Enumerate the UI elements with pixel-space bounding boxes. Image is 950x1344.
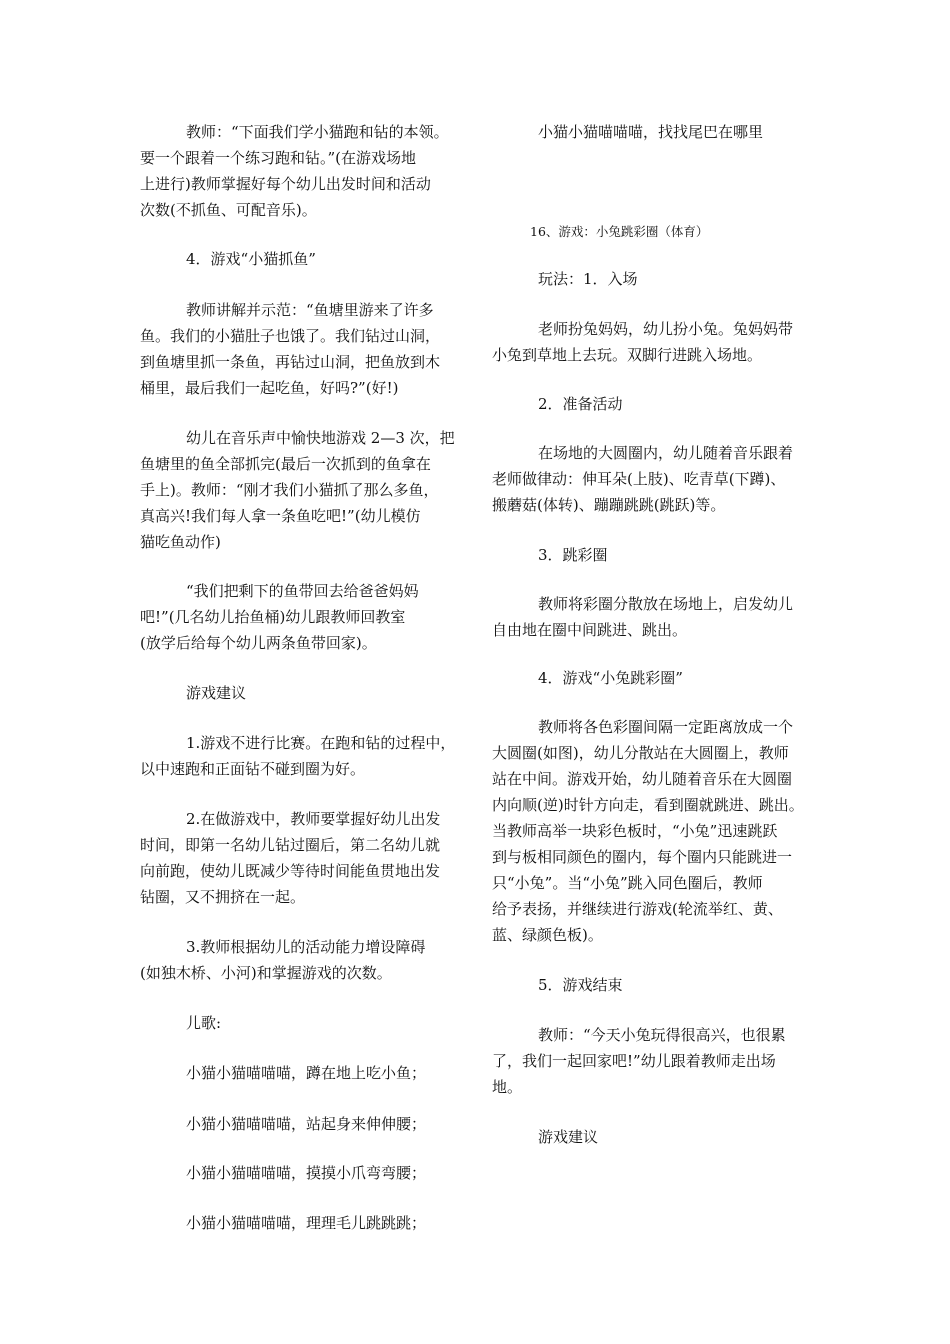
paragraph-take-fish-home: “我们把剩下的鱼带回去给爸爸妈妈 吧!”(几名幼儿抬鱼桶)幼儿跟教师回教室 (放学后给每个幼儿两条鱼带回家)。 xyxy=(140,582,419,652)
heading-jump-hoops: 3．跳彩圈 xyxy=(538,546,608,564)
paragraph-warmup: 在场地的大圆圈内，幼儿随着音乐跟着 老师做律动：伸耳朵(上肢)、吃青草(下蹲)、 搬蘑菇(体转)、蹦蹦跳跳(跳跃)等。 xyxy=(492,444,794,514)
heading-warmup: 2．准备活动 xyxy=(538,395,623,413)
rhyme-line-4: 小猫小猫喵喵喵，理理毛儿跳跳跳； xyxy=(186,1214,427,1232)
paragraph-entrance: 老师扮兔妈妈，幼儿扮小兔。兔妈妈带 小兔到草地上去玩。双脚行进跳入场地。 xyxy=(492,320,794,364)
paragraph-game-end: 教师：“今天小兔玩得很高兴，也很累 了，我们一起回家吧!”幼儿跟着教师走出场 地。 xyxy=(492,1026,786,1096)
suggestion-2: 2.在做游戏中，教师要掌握好幼儿出发 时间，即第一名幼儿钻过圈后，第二名幼儿就 向前跑，使幼儿既减少等待时间能鱼贯地出发 钻圈，又不拥挤在一起。 xyxy=(140,810,441,906)
paragraph-teacher-intro: 教师：“下面我们学小猫跑和钻的本领。 要一个跟着一个练习跑和钻。”(在游戏场地 上进行)教师掌握好每个幼儿出发时间和活动 次数(不抓鱼、可配音乐)。 xyxy=(140,123,449,219)
heading-game-suggestions-2: 游戏建议 xyxy=(538,1128,599,1146)
game-16-title: 16、游戏：小兔跳彩圈（体育） xyxy=(530,224,709,239)
heading-rhyme: 儿歌: xyxy=(186,1014,222,1032)
suggestion-1: 1.游戏不进行比赛。在跑和钻的过程中， 以中速跑和正面钻不碰到圈为好。 xyxy=(140,734,456,778)
heading-cat-fishing-game: 4．游戏“小猫抓鱼” xyxy=(186,250,316,268)
rhyme-line-3: 小猫小猫喵喵喵，摸摸小爪弯弯腰； xyxy=(186,1164,427,1182)
play-method-heading: 玩法：1．入场 xyxy=(538,270,638,288)
heading-game-suggestions: 游戏建议 xyxy=(186,684,247,702)
paragraph-teacher-demo: 教师讲解并示范：“鱼塘里游来了许多 鱼。我们的小猫肚子也饿了。我们钻过山洞， 到鱼塘里抓一条鱼，再钻过山洞，把鱼放到木 桶里，最后我们一起吃鱼，好吗?”(好!) xyxy=(140,301,441,397)
rhyme-line-1: 小猫小猫喵喵喵，蹲在地上吃小鱼； xyxy=(186,1064,427,1082)
paragraph-children-play: 幼儿在音乐声中愉快地游戏 2—3 次，把 鱼塘里的鱼全部抓完(最后一次抓到的鱼拿在 手上)。教师：“刚才我们小猫抓了那么多鱼， 真高兴!我们每人拿一条鱼吃吧!”(幼儿模仿 猫吃鱼动作) xyxy=(140,429,455,551)
paragraph-rabbit-game: 教师将各色彩圈间隔一定距离放成一个 大圆圈(如图)，幼儿分散站在大圆圈上，教师 站在中间。游戏开始，幼儿随着音乐在大圆圈 内向顺(逆)时针方向走，看到圈就跳进、跳出。 当教师高举一块彩色板时，“小兔”迅速跳跃 到与板相同颜色的圈内，每个圈内只能跳进一 只“小兔”。当“小兔”跳入同色圈后，教师 给予表扬，并继续进行游戏(轮流举红、黄、 蓝、绿颜色板)。 xyxy=(492,718,804,944)
heading-game-end: 5．游戏结束 xyxy=(538,976,623,994)
rhyme-line-5: 小猫小猫喵喵喵，找找尾巴在哪里 xyxy=(538,123,764,141)
suggestion-3: 3.教师根据幼儿的活动能力增设障碍 (如独木桥、小河)和掌握游戏的次数。 xyxy=(140,938,426,982)
paragraph-jump-hoops: 教师将彩圈分散放在场地上，启发幼儿 自由地在圈中间跳进、跳出。 xyxy=(492,595,794,639)
rhyme-line-2: 小猫小猫喵喵喵，站起身来伸伸腰； xyxy=(186,1115,427,1133)
heading-rabbit-game: 4．游戏“小兔跳彩圈” xyxy=(538,669,683,687)
